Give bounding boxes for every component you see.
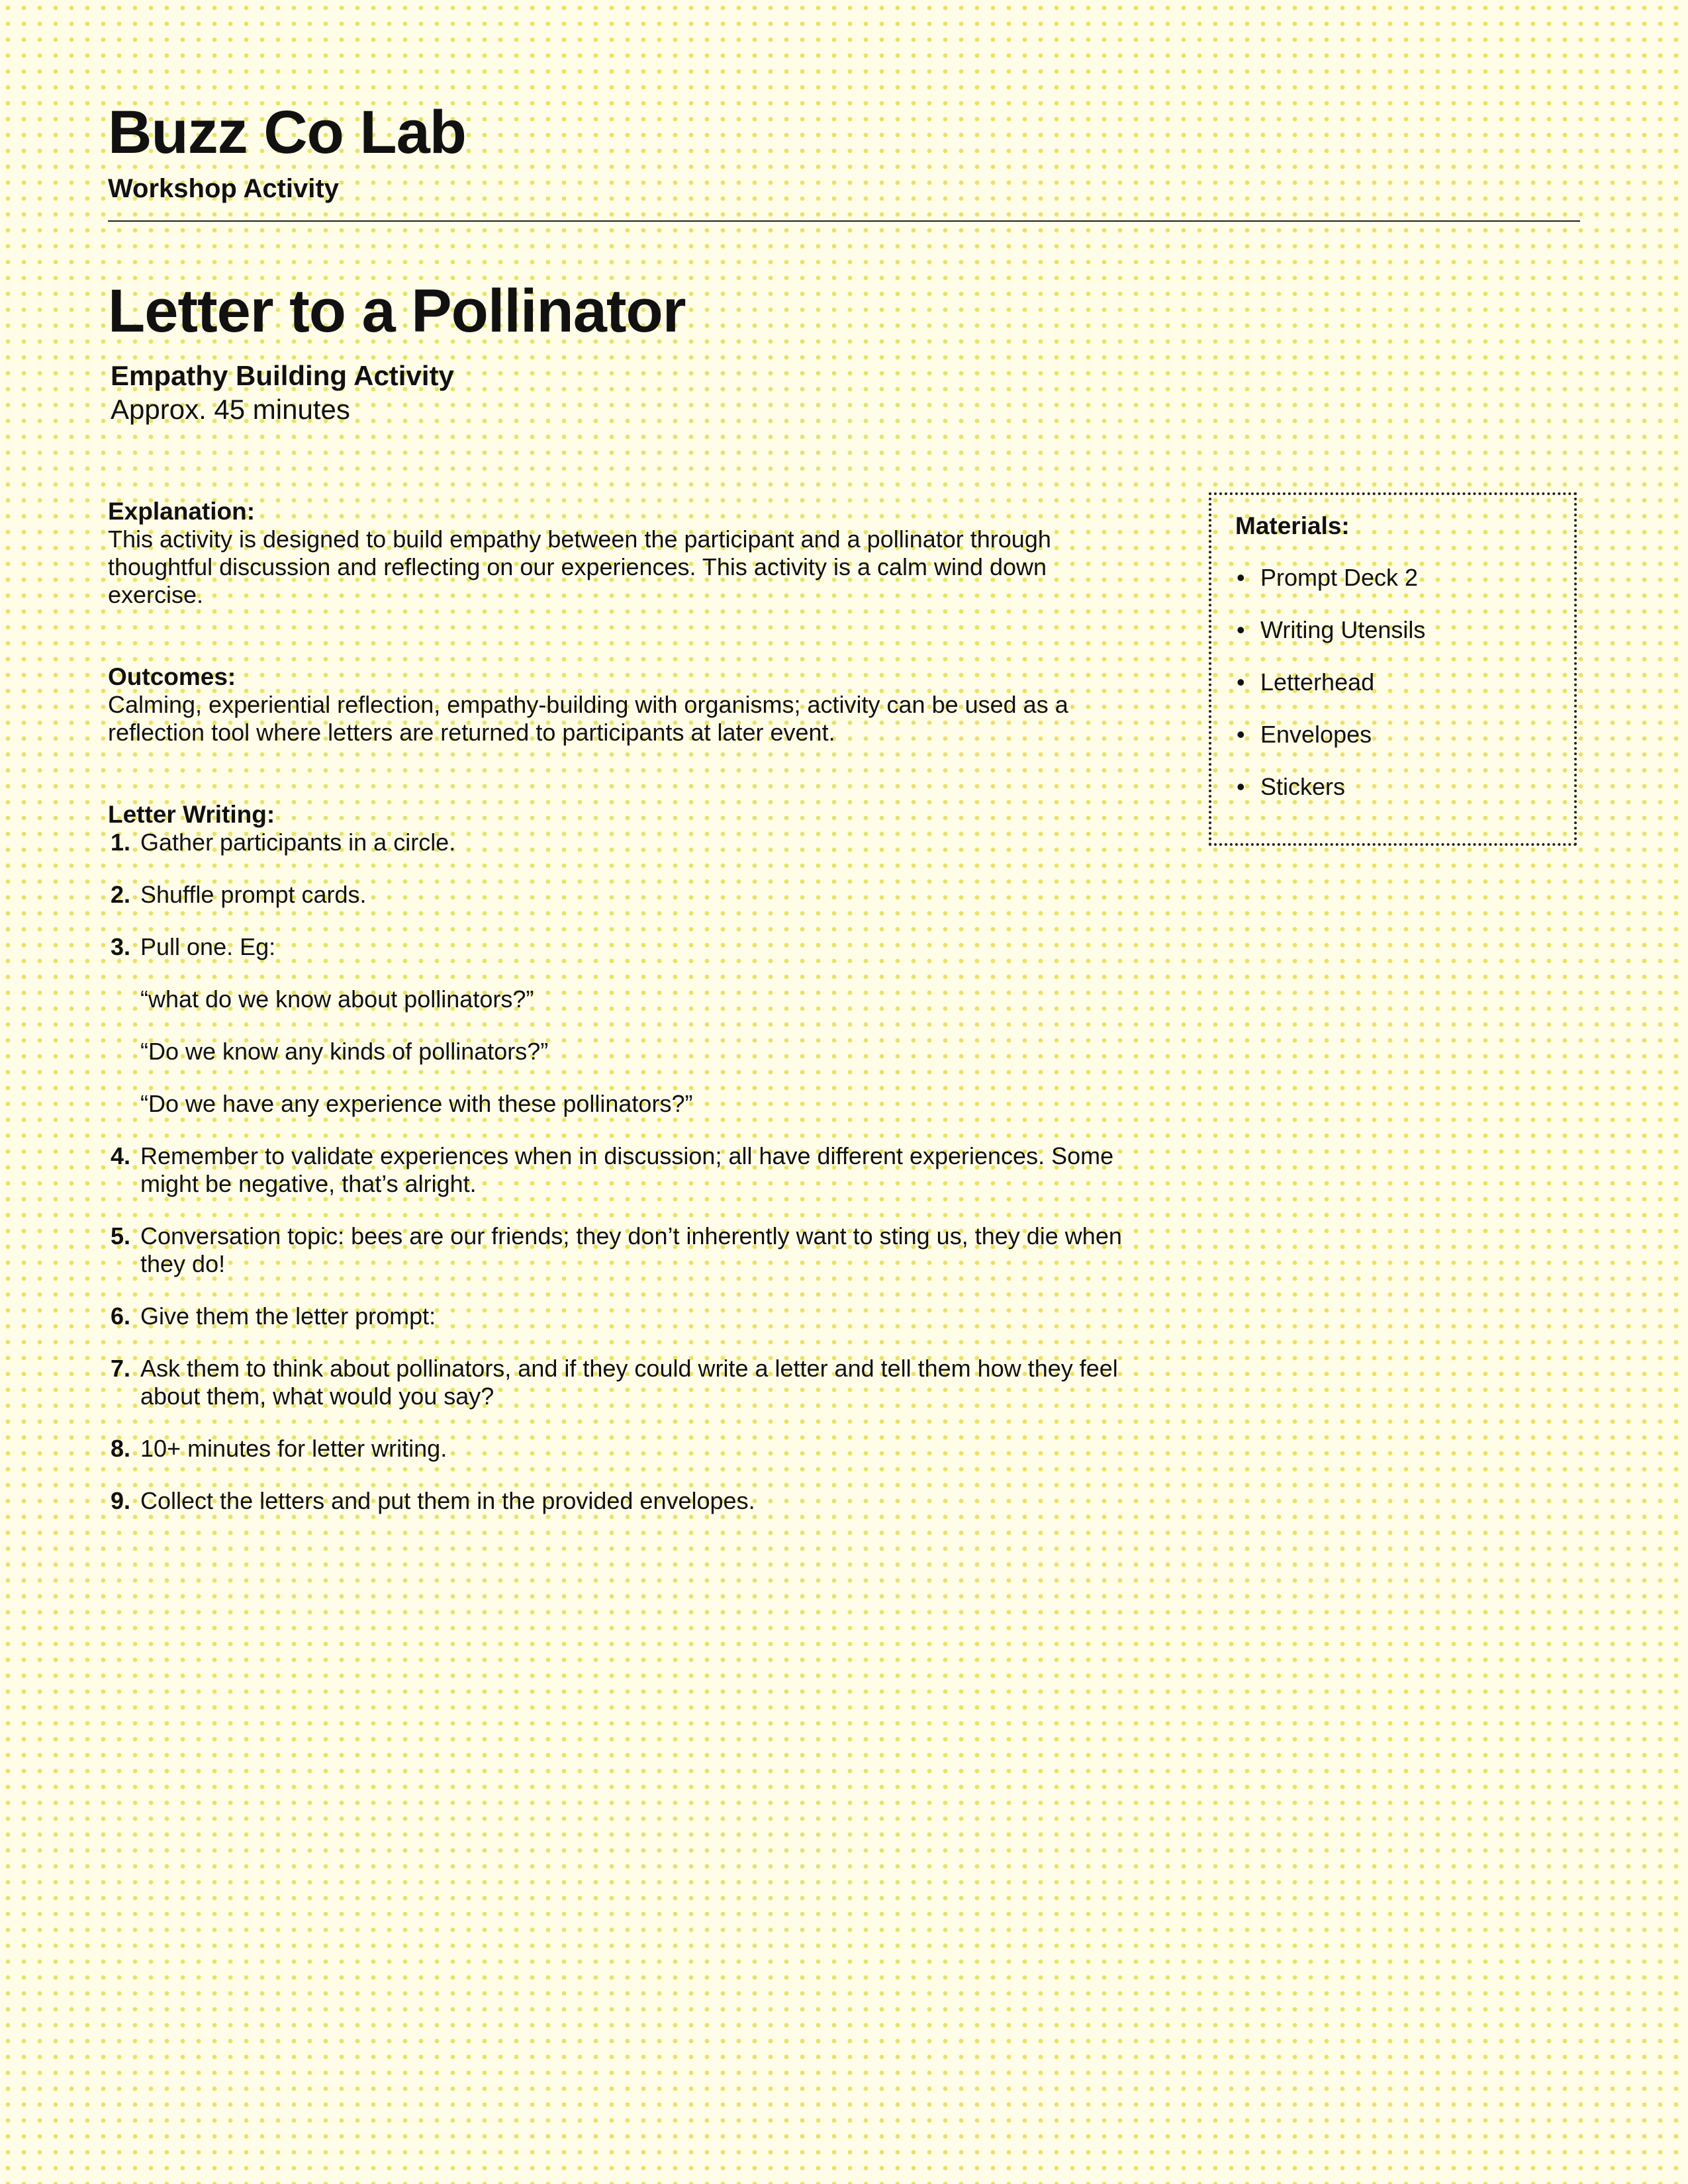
step-item [108, 829, 1141, 856]
brand-name: Buzz Co Lab [108, 99, 466, 166]
bullet-icon: • [1237, 773, 1245, 800]
activity-title: Letter to a Pollinator [108, 277, 686, 345]
outcomes-heading: Outcomes: [108, 663, 236, 690]
step-text: Ask them to think about pollinators, and if they could write a letter and tell them how they feel about them, what would you say? [140, 1355, 1118, 1410]
material-label: Letterhead [1260, 668, 1375, 696]
material-item [1235, 616, 1550, 644]
step-number: 5. [110, 1222, 130, 1250]
step-text: Conversation topic: bees are our friends; they don’t inherently want to sting us, they die when they do! [140, 1222, 1122, 1277]
explanation-section [108, 498, 1141, 609]
step-number: 8. [110, 1435, 130, 1462]
step-item [108, 1302, 1141, 1330]
step-item [108, 1222, 1141, 1278]
materials-list [1235, 564, 1550, 801]
step-item [108, 1487, 1141, 1515]
step-item [108, 1142, 1141, 1198]
bullet-icon: • [1237, 616, 1245, 643]
step-number: 3. [110, 933, 130, 960]
materials-heading: Materials: [1235, 512, 1350, 539]
example-prompt: “what do we know about pollinators?” [140, 985, 534, 1013]
step-text: Gather participants in a circle. [140, 829, 456, 856]
outcomes-text: Calming, experiential reflection, empathy-building with organisms; activity can be used as a reflection tool where letters are returned to participants at later event. [108, 691, 1068, 746]
step-number: 9. [110, 1487, 130, 1514]
explanation-heading: Explanation: [108, 498, 256, 525]
step-text: Remember to validate experiences when in discussion; all have different experiences. Some might be negative, that’s alright. [140, 1142, 1114, 1197]
material-label: Envelopes [1260, 721, 1372, 748]
explanation-text: This activity is designed to build empathy between the participant and a pollinator through thoughtful discussion and reflecting on our experiences. This activity is a calm wind down exercise. [108, 525, 1051, 608]
step-text: Give them the letter prompt: [140, 1302, 436, 1330]
step-number: 1. [110, 829, 130, 856]
step-text: 10+ minutes for letter writing. [140, 1435, 447, 1462]
brand-subtitle: Workshop Activity [108, 174, 339, 204]
activity-type: Empathy Building Activity [111, 360, 454, 392]
activity-content [108, 498, 1141, 1569]
activity-duration: Approx. 45 minutes [111, 393, 350, 425]
page-header [108, 99, 1580, 203]
example-prompt: “Do we know any kinds of pollinators?” [140, 1038, 549, 1065]
material-item [1235, 773, 1550, 801]
material-item [1235, 564, 1550, 592]
step-item [108, 1435, 1141, 1463]
material-label: Prompt Deck 2 [1260, 564, 1419, 591]
step-number: 2. [110, 881, 130, 908]
example-prompt: “Do we have any experience with these pollinators?” [140, 1090, 693, 1117]
letter-writing-section [108, 801, 1141, 1515]
activity-title-block [108, 278, 1366, 426]
step-item [108, 881, 1141, 909]
step-item [108, 933, 1141, 1118]
material-label: Writing Utensils [1260, 616, 1426, 643]
step-text: Pull one. Eg: [140, 933, 276, 960]
step-number: 7. [110, 1355, 130, 1382]
outcomes-section [108, 663, 1141, 747]
step-number: 4. [110, 1142, 130, 1169]
step-item [108, 1355, 1141, 1410]
material-item [1235, 721, 1550, 749]
letter-writing-steps [108, 829, 1141, 1515]
material-item [1235, 668, 1550, 696]
step-text: Collect the letters and put them in the provided envelopes. [140, 1487, 755, 1514]
material-label: Stickers [1260, 773, 1346, 800]
bullet-icon: • [1237, 721, 1245, 748]
header-divider [108, 220, 1580, 222]
letter-writing-heading: Letter Writing: [108, 801, 275, 828]
step-text: Shuffle prompt cards. [140, 881, 367, 908]
bullet-icon: • [1237, 668, 1245, 696]
step-number: 6. [110, 1302, 130, 1330]
bullet-icon: • [1237, 564, 1245, 591]
materials-box [1209, 492, 1577, 846]
